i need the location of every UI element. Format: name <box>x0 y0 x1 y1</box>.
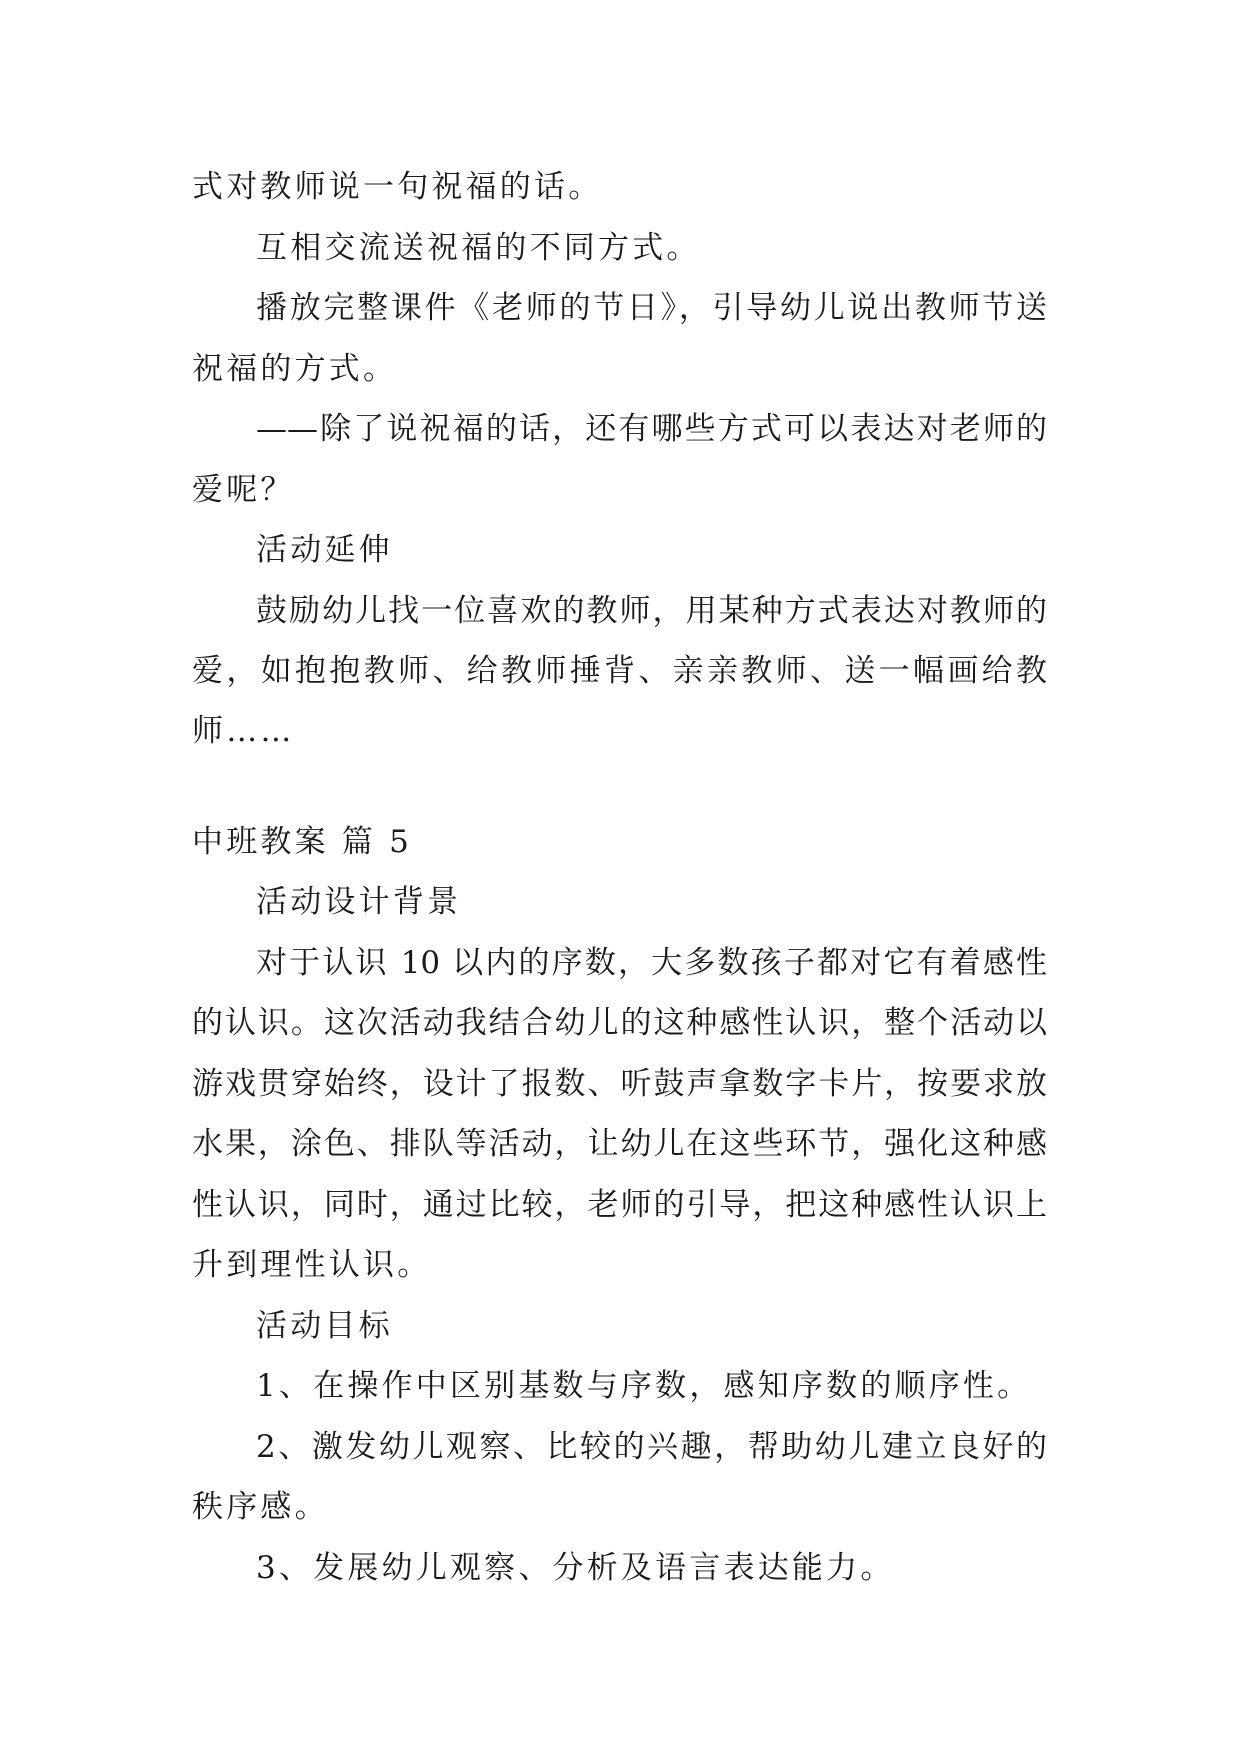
subheading: 活动目标 <box>256 1308 393 1344</box>
section-title: 中班教案 篇 5 <box>192 824 413 860</box>
paragraph-line: 师…… <box>192 713 295 749</box>
list-item: 3、发展幼儿观察、分析及语言表达能力。 <box>256 1550 895 1586</box>
paragraph-line: 游戏贯穿始终，设计了报数、听鼓声拿数字卡片，按要求放 <box>192 1066 1047 1102</box>
paragraph-line: 爱呢？ <box>192 472 295 508</box>
paragraph-line: 性认识，同时，通过比较，老师的引导，把这种感性认识上 <box>192 1187 1047 1223</box>
paragraph-line: 互相交流送祝福的不同方式。 <box>256 230 701 266</box>
list-item: 1、在操作中区别基数与序数，感知序数的顺序性。 <box>256 1368 1032 1404</box>
paragraph-line: 式对教师说一句祝福的话。 <box>192 169 603 205</box>
paragraph-line: 水果，涂色、排队等活动，让幼儿在这些环节，强化这种感 <box>192 1126 1047 1162</box>
paragraph-line: 对于认识 10 以内的序数，大多数孩子都对它有着感性 <box>256 945 1047 981</box>
paragraph-line: 播放完整课件《老师的节日》，引导幼儿说出教师节送 <box>256 290 1047 326</box>
list-item: 2、激发幼儿观察、比较的兴趣，帮助幼儿建立良好的 <box>256 1429 1047 1465</box>
paragraph-line: 祝福的方式。 <box>192 351 398 387</box>
paragraph-line: 的认识。这次活动我结合幼儿的这种感性认识，整个活动以 <box>192 1005 1047 1041</box>
list-item-continuation: 秩序感。 <box>192 1489 329 1525</box>
paragraph-line: ——除了说祝福的话，还有哪些方式可以表达对老师的 <box>256 411 1047 447</box>
paragraph-line: 升到理性认识。 <box>192 1247 432 1283</box>
subheading: 活动设计背景 <box>256 884 462 920</box>
subheading: 活动延伸 <box>256 532 393 568</box>
paragraph-line: 爱，如抱抱教师、给教师捶背、亲亲教师、送一幅画给教 <box>192 653 1047 689</box>
paragraph-line: 鼓励幼儿找一位喜欢的教师，用某种方式表达对教师的 <box>256 593 1047 629</box>
